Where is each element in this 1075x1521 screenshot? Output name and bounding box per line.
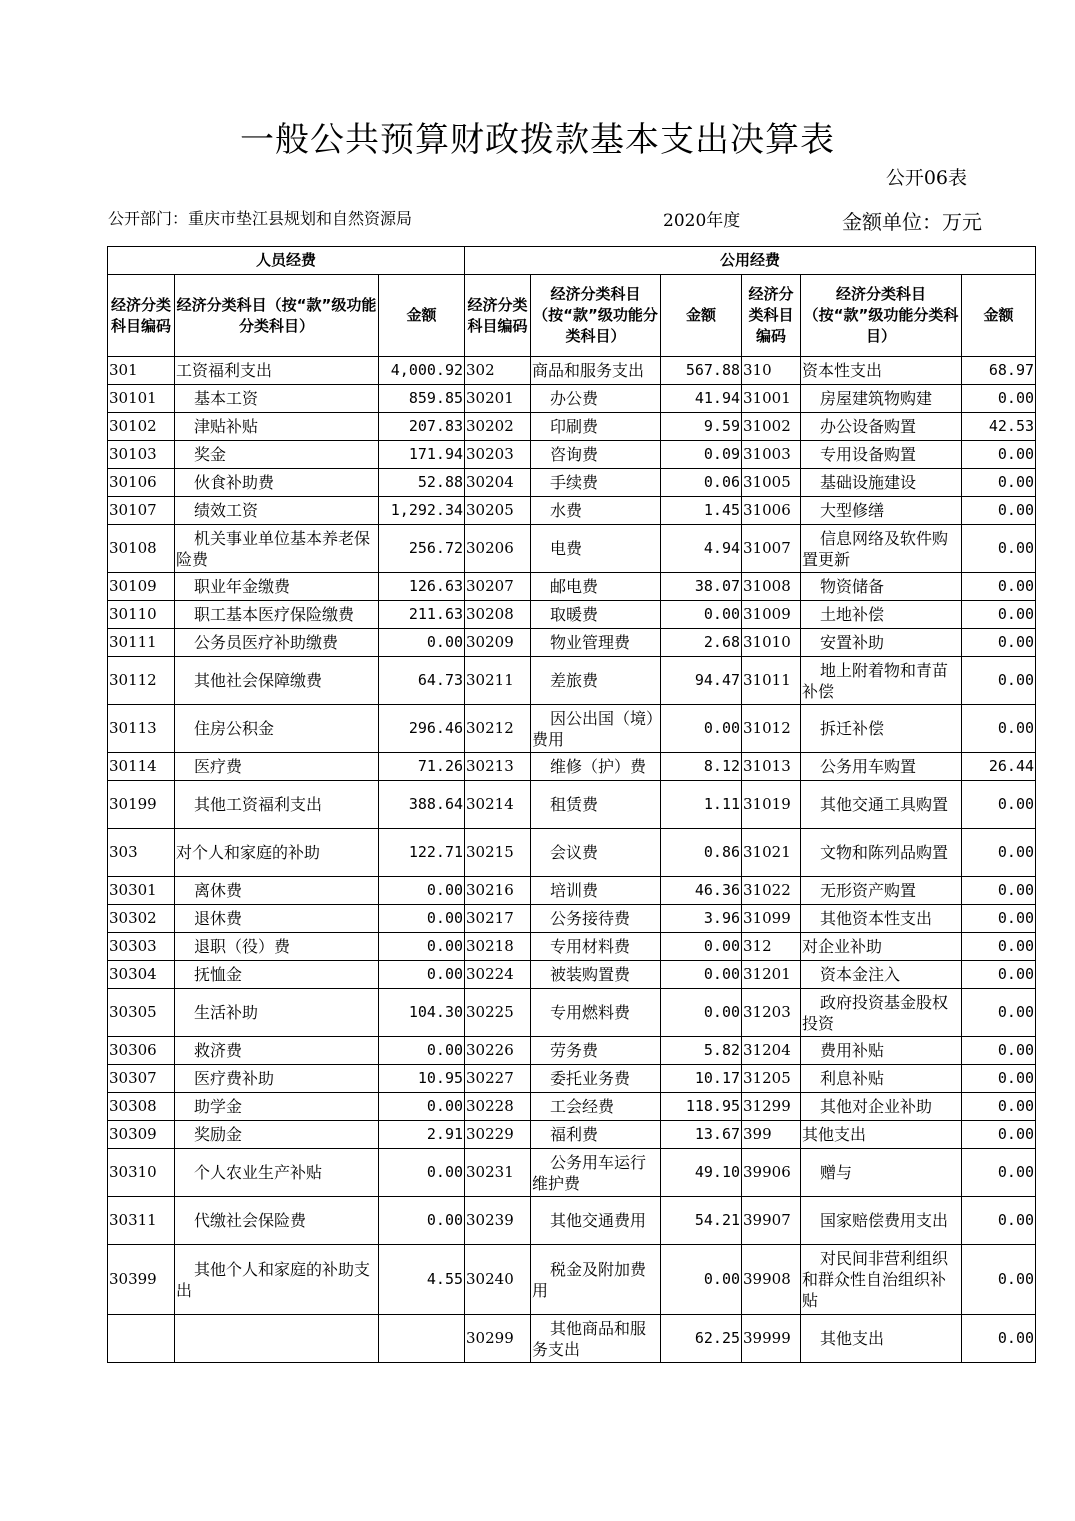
- table-row: [108, 905, 1036, 933]
- code-cell: 30215: [465, 829, 531, 877]
- table-row: [108, 705, 1036, 753]
- amount-cell: 0.00: [962, 601, 1036, 629]
- code-cell: 30103: [108, 441, 175, 469]
- name-header-1: 经济分类科目（按“款”级功能分类科目）: [175, 275, 379, 357]
- code-cell: 30203: [465, 441, 531, 469]
- name-cell: 地上附着物和青苗补偿: [801, 657, 962, 705]
- amount-cell: 0.00: [962, 705, 1036, 753]
- code-cell: 30101: [108, 385, 175, 413]
- table-row: [108, 989, 1036, 1037]
- amount-header-1: 金额: [379, 275, 465, 357]
- amount-cell: 0.00: [379, 1149, 465, 1197]
- name-cell: 土地补偿: [801, 601, 962, 629]
- code-cell: 30228: [465, 1093, 531, 1121]
- amount-cell: 2.68: [661, 629, 742, 657]
- code-cell: 31010: [742, 629, 801, 657]
- name-cell: 维修（护）费: [531, 753, 661, 781]
- table-row: [108, 1065, 1036, 1093]
- amount-cell: 0.86: [661, 829, 742, 877]
- name-cell: 专用燃料费: [531, 989, 661, 1037]
- code-cell: 30306: [108, 1037, 175, 1065]
- name-cell: 房屋建筑物购建: [801, 385, 962, 413]
- amount-cell: 0.00: [962, 1093, 1036, 1121]
- code-cell: 30302: [108, 905, 175, 933]
- table-row: [108, 357, 1036, 385]
- name-cell: 伙食补助费: [175, 469, 379, 497]
- code-cell: 30305: [108, 989, 175, 1037]
- name-cell: 水费: [531, 497, 661, 525]
- code-cell: 30108: [108, 525, 175, 573]
- code-cell: 31008: [742, 573, 801, 601]
- table-row: [108, 385, 1036, 413]
- code-cell: 30308: [108, 1093, 175, 1121]
- name-cell: 利息补贴: [801, 1065, 962, 1093]
- name-cell: 公务用车运行维护费: [531, 1149, 661, 1197]
- table-row: [108, 497, 1036, 525]
- code-header-1: 经济分类科目编码: [108, 275, 175, 357]
- table-row: [108, 1121, 1036, 1149]
- table-row: [108, 413, 1036, 441]
- name-cell: 公务接待费: [531, 905, 661, 933]
- amount-cell: 8.12: [661, 753, 742, 781]
- name-cell: 办公设备购置: [801, 413, 962, 441]
- amount-unit: 金额单位：万元: [842, 210, 982, 234]
- table-number: 公开06表: [885, 167, 967, 189]
- name-cell: 信息网络及软件购置更新: [801, 525, 962, 573]
- table-row: [108, 469, 1036, 497]
- name-cell: 租赁费: [531, 781, 661, 829]
- name-cell: 其他支出: [801, 1121, 962, 1149]
- name-cell: 个人农业生产补贴: [175, 1149, 379, 1197]
- code-cell: 31002: [742, 413, 801, 441]
- amount-cell: 256.72: [379, 525, 465, 573]
- name-cell: 公务员医疗补助缴费: [175, 629, 379, 657]
- amount-cell: 0.09: [661, 441, 742, 469]
- code-cell: 30225: [465, 989, 531, 1037]
- name-cell: 手续费: [531, 469, 661, 497]
- amount-cell: 1.45: [661, 497, 742, 525]
- name-cell: 救济费: [175, 1037, 379, 1065]
- amount-cell: 49.10: [661, 1149, 742, 1197]
- code-cell: 31021: [742, 829, 801, 877]
- amount-cell: 64.73: [379, 657, 465, 705]
- table-row: [108, 961, 1036, 989]
- table-row: [108, 1037, 1036, 1065]
- name-cell: 退职（役）费: [175, 933, 379, 961]
- amount-cell: 0.00: [379, 1093, 465, 1121]
- name-cell: 赠与: [801, 1149, 962, 1197]
- name-cell: 助学金: [175, 1093, 379, 1121]
- amount-cell: 10.95: [379, 1065, 465, 1093]
- name-cell: 会议费: [531, 829, 661, 877]
- code-cell: 30110: [108, 601, 175, 629]
- name-cell: 基础设施建设: [801, 469, 962, 497]
- amount-cell: 0.00: [661, 1245, 742, 1315]
- code-cell: 30310: [108, 1149, 175, 1197]
- amount-cell: 0.00: [962, 905, 1036, 933]
- table-row: [108, 601, 1036, 629]
- amount-cell: 0.00: [962, 497, 1036, 525]
- name-cell: 因公出国（境）费用: [531, 705, 661, 753]
- code-cell: 31022: [742, 877, 801, 905]
- name-cell: 其他社会保障缴费: [175, 657, 379, 705]
- name-cell: 职工基本医疗保险缴费: [175, 601, 379, 629]
- table-row: [108, 525, 1036, 573]
- name-cell: 大型修缮: [801, 497, 962, 525]
- code-cell: 31099: [742, 905, 801, 933]
- expenditure-table: [107, 246, 1036, 1363]
- code-cell: 30209: [465, 629, 531, 657]
- amount-cell: 207.83: [379, 413, 465, 441]
- code-cell: 31019: [742, 781, 801, 829]
- amount-cell: 296.46: [379, 705, 465, 753]
- amount-cell: 41.94: [661, 385, 742, 413]
- code-cell: 31299: [742, 1093, 801, 1121]
- code-cell: 31205: [742, 1065, 801, 1093]
- code-cell: 30212: [465, 705, 531, 753]
- name-cell: 邮电费: [531, 573, 661, 601]
- amount-cell: 94.47: [661, 657, 742, 705]
- code-cell: 30202: [465, 413, 531, 441]
- name-cell: 安置补助: [801, 629, 962, 657]
- name-cell: [175, 1315, 379, 1363]
- code-cell: 30303: [108, 933, 175, 961]
- name-cell: 公务用车购置: [801, 753, 962, 781]
- amount-cell: 38.07: [661, 573, 742, 601]
- name-cell: 被装购置费: [531, 961, 661, 989]
- name-cell: 咨询费: [531, 441, 661, 469]
- code-cell: 302: [465, 357, 531, 385]
- code-header-2: 经济分类科目编码: [465, 275, 531, 357]
- name-cell: 文物和陈列品购置: [801, 829, 962, 877]
- name-cell: 无形资产购置: [801, 877, 962, 905]
- name-header-2: 经济分类科目（按“款”级功能分类科目）: [531, 275, 661, 357]
- table-row: [108, 1197, 1036, 1245]
- code-cell: 31009: [742, 601, 801, 629]
- code-cell: 39908: [742, 1245, 801, 1315]
- code-cell: 30224: [465, 961, 531, 989]
- code-cell: 30114: [108, 753, 175, 781]
- code-cell: 31203: [742, 989, 801, 1037]
- name-cell: 离休费: [175, 877, 379, 905]
- code-cell: 30304: [108, 961, 175, 989]
- code-cell: 30109: [108, 573, 175, 601]
- name-cell: 基本工资: [175, 385, 379, 413]
- name-cell: 其他工资福利支出: [175, 781, 379, 829]
- code-cell: 30204: [465, 469, 531, 497]
- name-cell: 物资储备: [801, 573, 962, 601]
- table-row: [108, 753, 1036, 781]
- amount-cell: [379, 1315, 465, 1363]
- name-cell: 税金及附加费用: [531, 1245, 661, 1315]
- fiscal-year: 2020年度: [663, 211, 741, 231]
- name-cell: 对个人和家庭的补助: [175, 829, 379, 877]
- code-cell: 30205: [465, 497, 531, 525]
- amount-cell: 0.00: [379, 933, 465, 961]
- name-cell: 政府投资基金股权投资: [801, 989, 962, 1037]
- amount-cell: 10.17: [661, 1065, 742, 1093]
- amount-cell: 104.30: [379, 989, 465, 1037]
- table-row: [108, 1149, 1036, 1197]
- amount-cell: 0.00: [962, 933, 1036, 961]
- code-cell: 30399: [108, 1245, 175, 1315]
- amount-cell: 0.00: [379, 877, 465, 905]
- table-row: [108, 629, 1036, 657]
- name-cell: 其他对企业补助: [801, 1093, 962, 1121]
- amount-cell: 0.00: [379, 905, 465, 933]
- personnel-header: 人员经费: [108, 247, 465, 275]
- name-cell: 机关事业单位基本养老保险费: [175, 525, 379, 573]
- name-cell: 电费: [531, 525, 661, 573]
- amount-cell: 4,000.92: [379, 357, 465, 385]
- amount-cell: 1.11: [661, 781, 742, 829]
- amount-cell: 0.00: [962, 961, 1036, 989]
- name-cell: 生活补助: [175, 989, 379, 1037]
- name-cell: 培训费: [531, 877, 661, 905]
- code-cell: 30231: [465, 1149, 531, 1197]
- name-cell: 医疗费补助: [175, 1065, 379, 1093]
- name-cell: 退休费: [175, 905, 379, 933]
- public-header: 公用经费: [465, 247, 1036, 275]
- amount-cell: 52.88: [379, 469, 465, 497]
- name-cell: 住房公积金: [175, 705, 379, 753]
- amount-cell: 0.00: [962, 1197, 1036, 1245]
- name-cell: 工会经费: [531, 1093, 661, 1121]
- code-cell: 31011: [742, 657, 801, 705]
- code-cell: 310: [742, 357, 801, 385]
- name-cell: 印刷费: [531, 413, 661, 441]
- amount-cell: 54.21: [661, 1197, 742, 1245]
- name-cell: 专用材料费: [531, 933, 661, 961]
- amount-cell: 0.00: [661, 961, 742, 989]
- amount-cell: 0.00: [962, 469, 1036, 497]
- amount-cell: 68.97: [962, 357, 1036, 385]
- code-cell: 303: [108, 829, 175, 877]
- amount-cell: 4.94: [661, 525, 742, 573]
- page-title: 一般公共预算财政拨款基本支出决算表: [240, 120, 835, 160]
- code-cell: 30229: [465, 1121, 531, 1149]
- amount-cell: 0.00: [379, 1037, 465, 1065]
- table-row: [108, 781, 1036, 829]
- name-cell: 拆迁补偿: [801, 705, 962, 753]
- code-cell: 30207: [465, 573, 531, 601]
- code-cell: 31007: [742, 525, 801, 573]
- name-header-3: 经济分类科目（按“款”级功能分类科目）: [801, 275, 962, 357]
- amount-cell: 0.00: [962, 657, 1036, 705]
- name-cell: 绩效工资: [175, 497, 379, 525]
- amount-cell: 26.44: [962, 753, 1036, 781]
- amount-cell: 0.00: [661, 601, 742, 629]
- table-row: [108, 657, 1036, 705]
- name-cell: 对民间非营利组织和群众性自治组织补贴: [801, 1245, 962, 1315]
- name-cell: 抚恤金: [175, 961, 379, 989]
- amount-cell: 0.00: [962, 629, 1036, 657]
- code-cell: 30211: [465, 657, 531, 705]
- code-cell: 30311: [108, 1197, 175, 1245]
- name-cell: 其他商品和服务支出: [531, 1315, 661, 1363]
- table-row: [108, 1093, 1036, 1121]
- code-cell: 30111: [108, 629, 175, 657]
- name-cell: 取暖费: [531, 601, 661, 629]
- amount-cell: 4.55: [379, 1245, 465, 1315]
- code-cell: 30107: [108, 497, 175, 525]
- amount-cell: 0.00: [379, 629, 465, 657]
- amount-cell: 0.00: [962, 525, 1036, 573]
- code-cell: [108, 1315, 175, 1363]
- code-cell: 30201: [465, 385, 531, 413]
- amount-cell: 0.00: [962, 989, 1036, 1037]
- code-cell: 30102: [108, 413, 175, 441]
- code-cell: 31013: [742, 753, 801, 781]
- code-cell: 31003: [742, 441, 801, 469]
- table-row: [108, 829, 1036, 877]
- code-cell: 301: [108, 357, 175, 385]
- amount-cell: 859.85: [379, 385, 465, 413]
- code-cell: 30216: [465, 877, 531, 905]
- table-row: [108, 1315, 1036, 1363]
- name-cell: 其他交通工具购置: [801, 781, 962, 829]
- amount-cell: 0.00: [661, 989, 742, 1037]
- code-cell: 31201: [742, 961, 801, 989]
- code-cell: 30309: [108, 1121, 175, 1149]
- amount-cell: 118.95: [661, 1093, 742, 1121]
- amount-cell: 0.00: [962, 385, 1036, 413]
- name-cell: 工资福利支出: [175, 357, 379, 385]
- code-cell: 39907: [742, 1197, 801, 1245]
- code-header-3: 经济分类科目编码: [742, 275, 801, 357]
- amount-cell: 0.06: [661, 469, 742, 497]
- amount-cell: 211.63: [379, 601, 465, 629]
- amount-cell: 0.00: [962, 573, 1036, 601]
- name-cell: 费用补贴: [801, 1037, 962, 1065]
- name-cell: 职业年金缴费: [175, 573, 379, 601]
- amount-cell: 0.00: [962, 1315, 1036, 1363]
- code-cell: 30206: [465, 525, 531, 573]
- amount-cell: 0.00: [661, 705, 742, 753]
- code-cell: 30218: [465, 933, 531, 961]
- name-cell: 差旅费: [531, 657, 661, 705]
- amount-cell: 0.00: [661, 933, 742, 961]
- code-cell: 30199: [108, 781, 175, 829]
- amount-cell: 0.00: [962, 1037, 1036, 1065]
- code-cell: 30239: [465, 1197, 531, 1245]
- name-cell: 劳务费: [531, 1037, 661, 1065]
- code-cell: 30307: [108, 1065, 175, 1093]
- name-cell: 代缴社会保险费: [175, 1197, 379, 1245]
- amount-cell: 5.82: [661, 1037, 742, 1065]
- code-cell: 312: [742, 933, 801, 961]
- amount-cell: 0.00: [962, 1121, 1036, 1149]
- name-cell: 其他资本性支出: [801, 905, 962, 933]
- code-cell: 30113: [108, 705, 175, 753]
- amount-cell: 0.00: [962, 877, 1036, 905]
- amount-cell: 42.53: [962, 413, 1036, 441]
- table-row: [108, 573, 1036, 601]
- name-cell: 其他支出: [801, 1315, 962, 1363]
- amount-cell: 3.96: [661, 905, 742, 933]
- code-cell: 30213: [465, 753, 531, 781]
- amount-cell: 0.00: [962, 1149, 1036, 1197]
- code-cell: 30217: [465, 905, 531, 933]
- code-cell: 31001: [742, 385, 801, 413]
- table-row: [108, 1245, 1036, 1315]
- amount-cell: 0.00: [379, 1197, 465, 1245]
- code-cell: 30112: [108, 657, 175, 705]
- amount-cell: 46.36: [661, 877, 742, 905]
- name-cell: 福利费: [531, 1121, 661, 1149]
- amount-cell: 171.94: [379, 441, 465, 469]
- name-cell: 其他个人和家庭的补助支出: [175, 1245, 379, 1315]
- amount-cell: 9.59: [661, 413, 742, 441]
- name-cell: 资本金注入: [801, 961, 962, 989]
- amount-cell: 122.71: [379, 829, 465, 877]
- name-cell: 专用设备购置: [801, 441, 962, 469]
- amount-cell: 567.88: [661, 357, 742, 385]
- amount-cell: 71.26: [379, 753, 465, 781]
- code-cell: 30299: [465, 1315, 531, 1363]
- amount-cell: 1,292.34: [379, 497, 465, 525]
- code-cell: 31005: [742, 469, 801, 497]
- department-label: 公开部门：重庆市垫江县规划和自然资源局: [108, 209, 413, 228]
- code-cell: 399: [742, 1121, 801, 1149]
- name-cell: 奖励金: [175, 1121, 379, 1149]
- code-cell: 30226: [465, 1037, 531, 1065]
- table-row: [108, 933, 1036, 961]
- amount-cell: 388.64: [379, 781, 465, 829]
- code-cell: 39906: [742, 1149, 801, 1197]
- amount-cell: 0.00: [962, 829, 1036, 877]
- code-cell: 30301: [108, 877, 175, 905]
- table-row: [108, 441, 1036, 469]
- name-cell: 商品和服务支出: [531, 357, 661, 385]
- name-cell: 委托业务费: [531, 1065, 661, 1093]
- amount-cell: 0.00: [379, 961, 465, 989]
- amount-cell: 0.00: [962, 441, 1036, 469]
- name-cell: 其他交通费用: [531, 1197, 661, 1245]
- code-cell: 31204: [742, 1037, 801, 1065]
- amount-cell: 126.63: [379, 573, 465, 601]
- amount-header-3: 金额: [962, 275, 1036, 357]
- name-cell: 物业管理费: [531, 629, 661, 657]
- amount-cell: 0.00: [962, 781, 1036, 829]
- code-cell: 30240: [465, 1245, 531, 1315]
- name-cell: 资本性支出: [801, 357, 962, 385]
- code-cell: 30227: [465, 1065, 531, 1093]
- code-cell: 30106: [108, 469, 175, 497]
- name-cell: 办公费: [531, 385, 661, 413]
- name-cell: 津贴补贴: [175, 413, 379, 441]
- amount-cell: 13.67: [661, 1121, 742, 1149]
- amount-cell: 62.25: [661, 1315, 742, 1363]
- code-cell: 30214: [465, 781, 531, 829]
- amount-cell: 0.00: [962, 1065, 1036, 1093]
- code-cell: 30208: [465, 601, 531, 629]
- code-cell: 39999: [742, 1315, 801, 1363]
- amount-header-2: 金额: [661, 275, 742, 357]
- name-cell: 医疗费: [175, 753, 379, 781]
- name-cell: 奖金: [175, 441, 379, 469]
- table-row: [108, 877, 1036, 905]
- name-cell: 国家赔偿费用支出: [801, 1197, 962, 1245]
- amount-cell: 2.91: [379, 1121, 465, 1149]
- name-cell: 对企业补助: [801, 933, 962, 961]
- table-body: [108, 357, 1036, 1363]
- code-cell: 31012: [742, 705, 801, 753]
- amount-cell: 0.00: [962, 1245, 1036, 1315]
- code-cell: 31006: [742, 497, 801, 525]
